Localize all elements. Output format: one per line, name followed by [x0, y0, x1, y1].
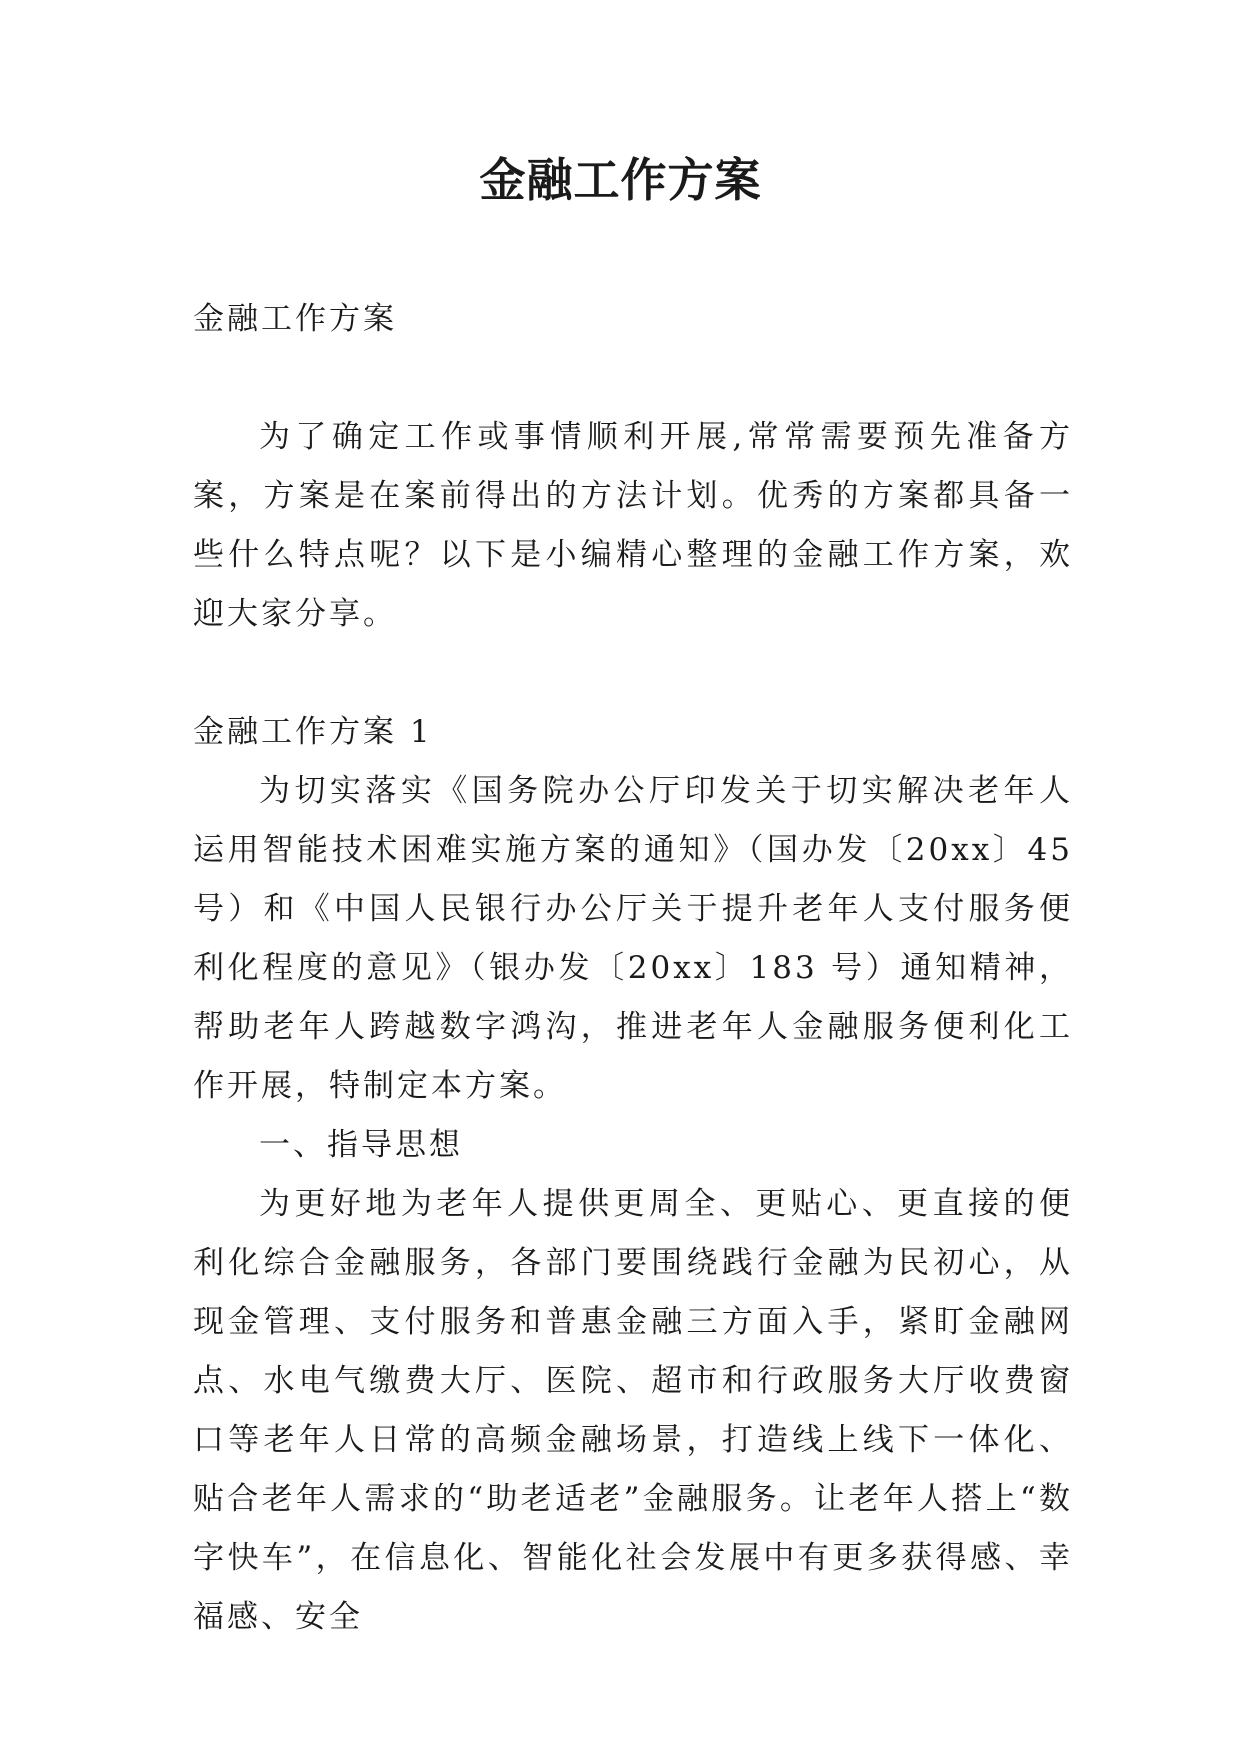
section-paragraph: 为更好地为老年人提供更周全、更贴心、更直接的便利化综合金融服务，各部门要围绕践行金融为民初心，从现金管理、支付服务和普惠金融三方面入手，紧盯金融网点、水电气缴费大厅、医院、超市和行政服务大厅收费窗口等老年人日常的高频金融场景，打造线上线下一体化、贴合老年人需求的“助老适老”金融服务。让老年人搭上“数字快车”，在信息化、智能化社会发展中有更多获得感、幸福感、安全	[193, 1186, 1073, 1635]
document-body	[193, 290, 1073, 1647]
subsection-heading: 一、指导思想	[259, 1127, 463, 1163]
intro-paragraph: 为了确定工作或事情顺利开展,常常需要预先准备方案，方案是在案前得出的方法计划。优秀的方案都具备一些什么特点呢？以下是小编精心整理的金融工作方案，欢迎大家分享。	[193, 419, 1073, 632]
section-paragraph: 为切实落实《国务院办公厅印发关于切实解决老年人运用智能技术困难实施方案的通知》（国办发〔20xx〕45 号）和《中国人民银行办公厅关于提升老年人支付服务便利化程度的意见》（银办发〔20xx〕183 号）通知精神，帮助老年人跨越数字鸿沟，推进老年人金融服务便利化工作开展，特制定本方案。	[193, 773, 1073, 1104]
document-title: 金融工作方案	[479, 153, 762, 207]
section-heading: 金融工作方案 1	[193, 714, 433, 750]
document-subtitle: 金融工作方案	[193, 301, 397, 337]
